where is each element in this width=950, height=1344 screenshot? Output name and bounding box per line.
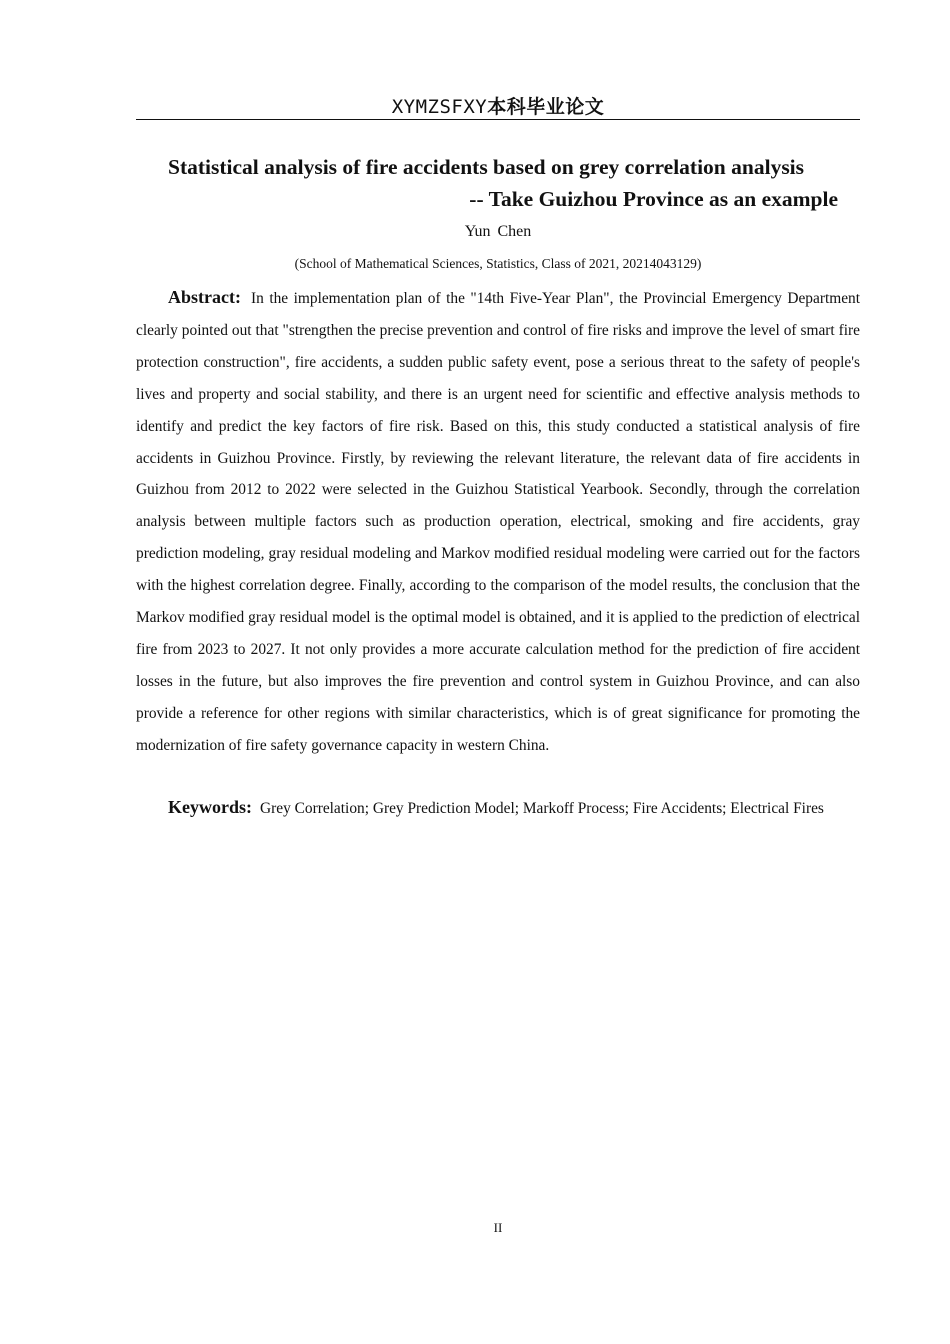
header-latin-text: XYMZSFXY (391, 96, 488, 118)
header-chinese-text: 本科毕业论文 (487, 96, 605, 118)
abstract-label: Abstract: (168, 287, 241, 307)
keywords-paragraph (136, 792, 860, 825)
abstract-paragraph (136, 282, 860, 762)
header-rule (136, 119, 860, 120)
paper-subtitle: -- Take Guizhou Province as an example (469, 187, 838, 211)
author-name: Yun Chen (464, 223, 532, 240)
page-number: II (493, 1220, 503, 1235)
keywords-text: Grey Correlation; Grey Prediction Model; Markoff Process; Fire Accidents; Electrical Fires (260, 800, 824, 817)
keywords-label: Keywords: (168, 797, 252, 817)
author-affiliation: (School of Mathematical Sciences, Statistics, Class of 2021, 20214043129) (294, 256, 702, 271)
running-header (136, 92, 860, 121)
abstract-text: In the implementation plan of the "14th Five-Year Plan", the Provincial Emergency Department clearly pointed out that "strengthen the precise prevention and control of fire risks and improve the level of smart fire protection construction", fire accidents, a sudden public safety event, pose a serious threat to the safety of people's lives and property and social stability, and there is an urgent need for scientific and effective analysis methods to identify and predict the key factors of fire risk. Based on this, this study conducted a statistical analysis of fire accidents in Guizhou Province. Firstly, by reviewing the relevant literature, the relevant data of fire accidents in Guizhou from 2012 to 2022 were selected in the Guizhou Statistical Yearbook. Secondly, through the correlation analysis between multiple factors such as production operation, electrical, smoking and fire accidents, gray prediction modeling, gray residual modeling and Markov modified residual modeling were carried out for the factors with the highest correlation degree. Finally, according to the comparison of the model results, the conclusion that the Markov modified gray residual model is the optimal model is obtained, and it is applied to the prediction of electrical fire from 2023 to 2027. It not only provides a more accurate calculation method for the prediction of fire accident losses in the future, but also improves the fire prevention and control system in Guizhou Province, and can also provide a reference for other regions with similar characteristics, which is of great significance for promoting the modernization of fire safety governance capacity in western China. (136, 290, 860, 754)
paper-title: Statistical analysis of fire accidents based on grey correlation analysis (168, 155, 805, 179)
